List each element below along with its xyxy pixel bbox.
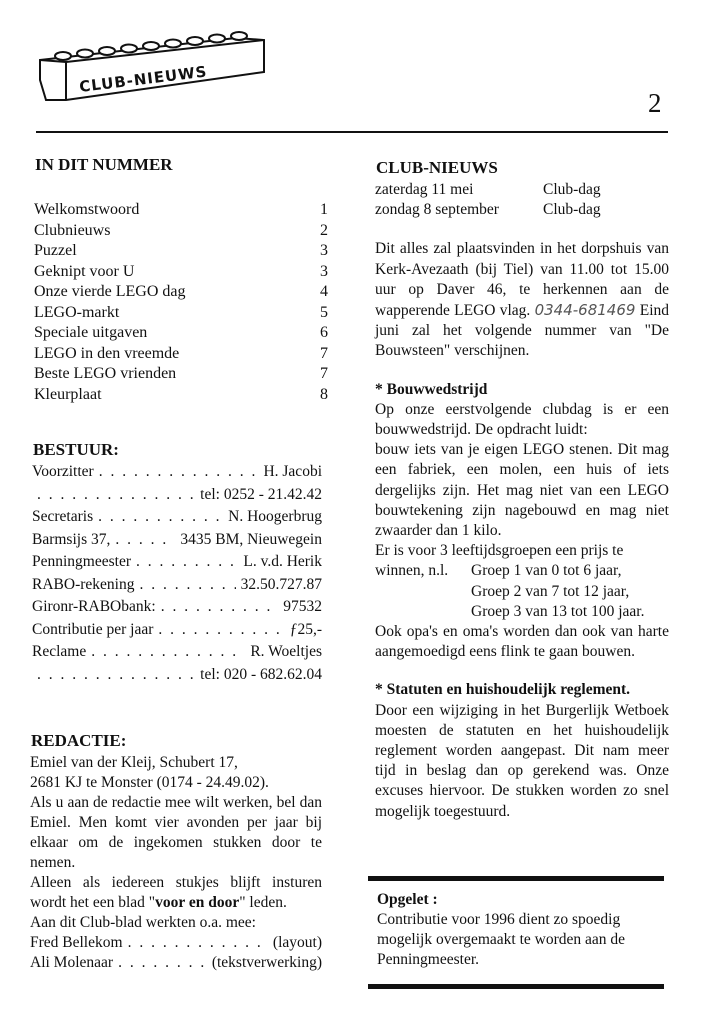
bestuur-row — [32, 529, 322, 552]
toc-item-label: Kleurplaat — [34, 385, 102, 403]
handwritten-phone: 0344-681469 — [534, 301, 636, 320]
redactie-para-2-pre: Alleen als iedereen stukjes blijft insturen wordt het een blad " — [30, 874, 322, 911]
clubnieuws-title: CLUB-NIEUWS — [376, 158, 498, 177]
toc-item — [34, 200, 328, 221]
toc-item-label: Geknipt voor U — [34, 262, 135, 280]
dates-table — [375, 180, 601, 220]
header-rule — [36, 131, 668, 133]
toc-item-label: Puzzel — [34, 242, 77, 259]
opgelet-text: Contributie voor 1996 dient zo spoedig mogelijk overgemaakt te worden aan de Penningmeester. — [377, 911, 626, 968]
credit-role: (layout) — [272, 934, 322, 951]
toc-item — [34, 262, 328, 283]
toc-item-page: 4 — [320, 283, 328, 300]
redactie-address-2: 2681 KJ te Monster (0174 - 24.49.02). — [30, 774, 269, 791]
bestuur-label: Gironr-RABObank: — [32, 598, 156, 615]
toc-item-page: 1 — [320, 201, 328, 218]
toc-item-label: LEGO-markt — [34, 303, 120, 321]
toc-item-page: 8 — [320, 385, 328, 403]
bestuur-row — [32, 641, 322, 664]
logo-text: CLUB-NIEUWS — [78, 62, 209, 96]
redactie-para-1: Als u aan de redactie mee wilt werken, bel dan Emiel. Men komt vier avonden per jaar bij elkaar om de ingekomen stukken door te nemen. — [30, 794, 322, 871]
opgelet-top-border — [368, 876, 664, 881]
opgelet-title: Opgelet : — [377, 891, 438, 908]
opgelet-box — [377, 890, 667, 970]
toc-item-page: 6 — [320, 324, 328, 341]
groups-line — [375, 561, 669, 581]
group-item: Groep 2 van 7 tot 12 jaar, — [471, 582, 630, 600]
bestuur-label: Secretaris — [32, 508, 94, 525]
bestuur-row — [32, 596, 322, 619]
bestuur-label: Voorzitter — [32, 463, 94, 480]
credit-name: Ali Molenaar — [30, 954, 114, 971]
toc-item-label: Speciale uitgaven — [34, 324, 148, 341]
toc-item-page: 7 — [320, 365, 328, 382]
bestuur-value: tel: 020 - 682.62.04 — [200, 665, 322, 683]
date: zaterdag 11 mei — [375, 181, 474, 198]
bestuur-row — [32, 574, 322, 597]
bestuur-label: Contributie per jaar — [32, 620, 154, 638]
toc-item-page: 2 — [320, 221, 328, 239]
credit-name: Fred Bellekom — [30, 934, 123, 951]
opgelet-bottom-border — [368, 984, 664, 989]
bestuur-label: Penningmeester — [32, 553, 132, 570]
toc-item-page: 3 — [320, 242, 328, 259]
toc-item-page: 5 — [320, 303, 328, 321]
group-item: Groep 3 van 13 tot 100 jaar. — [471, 602, 645, 620]
bestuur-row — [32, 551, 322, 574]
toc-item — [34, 385, 328, 406]
redactie-section — [30, 753, 322, 973]
toc-item — [34, 241, 328, 262]
toc-item — [34, 364, 328, 385]
bouwwedstrijd-title: * Bouwwedstrijd — [375, 380, 488, 398]
date: zondag 8 september — [375, 201, 499, 219]
toc-item — [34, 323, 328, 344]
toc-item-page: 7 — [320, 344, 328, 362]
toc-item-label: Clubnieuws — [34, 221, 111, 239]
bouwwedstrijd-para-3: Er is voor 3 leeftijdsgroepen een prijs te — [375, 542, 624, 560]
bestuur-label: Reclame — [32, 643, 87, 660]
bestuur-label: Barmsijs 37, — [32, 530, 111, 548]
event: Club-dag — [543, 181, 601, 198]
credit-row — [30, 933, 322, 953]
bestuur-value: tel: 0252 - 21.42.42 — [200, 485, 322, 503]
clubnieuws-para-post: Eind juni zal het volgende nummer van "De Bouwsteen" verschijnen. — [375, 302, 670, 360]
groups-intro: winnen, n.l. — [375, 562, 449, 580]
bouwwedstrijd-para-4: Ook opa's en oma's worden dan ook van harte aangemoedigd eens flink te gaan bouwen. — [375, 623, 669, 661]
toc-item-label: Onze vierde LEGO dag — [34, 283, 186, 300]
toc-item — [34, 282, 328, 303]
toc-item-label: Beste LEGO vrienden — [34, 365, 177, 382]
bestuur-title: BESTUUR: — [33, 440, 119, 459]
event: Club-dag — [543, 201, 601, 219]
toc-item — [34, 303, 328, 324]
date-row — [375, 180, 601, 200]
clubnieuws-para — [375, 239, 669, 361]
redactie-address-1: Emiel van der Kleij, Schubert 17, — [30, 754, 238, 771]
toc-item — [34, 344, 328, 365]
bestuur-value: R. Woeltjes — [250, 643, 322, 660]
credits-intro: Aan dit Club-blad werkten o.a. mee: — [30, 914, 256, 931]
credit-role: (tekstverwerking) — [211, 954, 322, 971]
bestuur-row — [32, 461, 322, 484]
bestuur-row — [32, 619, 322, 642]
date-row — [375, 200, 601, 220]
redactie-title: REDACTIE: — [31, 731, 127, 750]
bestuur-value: 32.50.727.87 — [240, 575, 322, 593]
group-item: Groep 1 van 0 tot 6 jaar, — [471, 562, 622, 580]
toc-item — [34, 221, 328, 242]
credit-row — [30, 953, 322, 973]
bestuur-row — [32, 484, 322, 507]
bestuur-value: N. Hoogerbrug — [228, 508, 322, 525]
club-nieuws-logo — [36, 30, 268, 104]
toc-item-page: 3 — [320, 262, 328, 280]
right-column — [375, 180, 669, 822]
statuten-title: * Statuten en huishoudelijk reglement. — [375, 681, 631, 699]
clubnieuws-para-text: Dit alles zal plaatsvinden in het dorpshuis van Kerk-Avezaath (bij Tiel) van 11.00 tot 15.00 uur op Daver 46, te herkennen aan de wapperende LEGO vlag. — [375, 240, 669, 320]
bestuur-row — [32, 506, 322, 529]
bestuur-value: L. v.d. Herik — [243, 553, 322, 570]
bestuur-value: 97532 — [283, 598, 322, 615]
toc-title: IN DIT NUMMER — [35, 155, 173, 174]
redactie-para-2-bold: voor en door — [155, 894, 240, 911]
redactie-para-2 — [30, 873, 322, 913]
bouwwedstrijd-para-1: Op onze eerstvolgende clubdag is er een bouwwedstrijd. De opdracht luidt: — [375, 400, 669, 439]
toc-item-label: Welkomstwoord — [34, 201, 140, 218]
toc-item-label: LEGO in den vreemde — [34, 344, 180, 362]
bestuur-list — [32, 461, 322, 686]
lego-brick-logo — [36, 30, 268, 104]
bestuur-row — [32, 664, 322, 687]
table-of-contents — [34, 200, 328, 405]
redactie-para-2-post: " leden. — [239, 894, 287, 911]
statuten-para: Door een wijziging in het Burgerlijk Wetboek moesten de statuten en het huishoudelijk reglement worden aangepast. Dit nam meer tijd in beslag dan op gerekend was. Onze excuses hiervoor. De stukken worden zo snel mogelijk toegestuurd. — [375, 701, 669, 820]
page-number: 2 — [648, 88, 662, 118]
bestuur-value: 3435 BM, Nieuwegein — [180, 530, 322, 548]
bestuur-value: ƒ25,- — [289, 620, 322, 638]
bestuur-label: RABO-rekening — [32, 575, 135, 593]
bestuur-value: H. Jacobi — [263, 463, 322, 480]
bouwwedstrijd-para-2: bouw iets van je eigen LEGO stenen. Dit mag een fabriek, een molen, een huis of iets dergelijks zijn. Het mag niet van een LEGO bouwtekening zijn nagebouwd en mag niet zwaarder dan 1 kilo. — [375, 441, 669, 540]
